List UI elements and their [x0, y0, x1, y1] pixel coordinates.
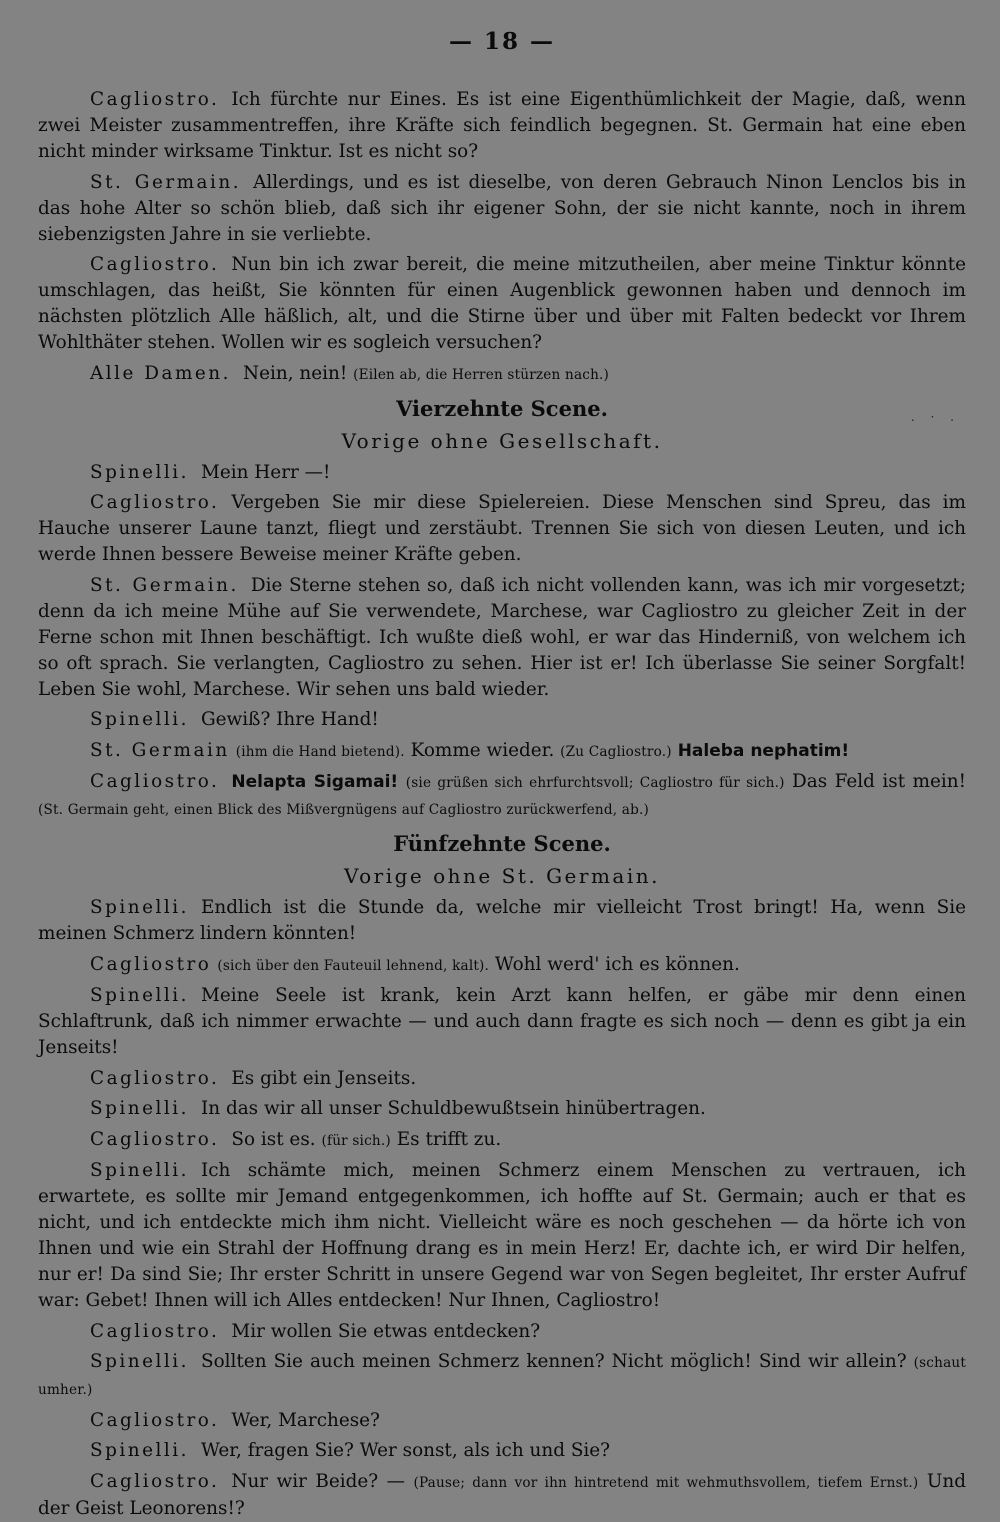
- speaker-name: Cagliostro.: [90, 1409, 220, 1431]
- speech-text: Es trifft zu.: [390, 1128, 502, 1150]
- stage-direction: (für sich.): [321, 1132, 391, 1149]
- speaker-name: Cagliostro.: [90, 1067, 220, 1089]
- speaker-name: Cagliostro.: [90, 492, 220, 513]
- speech-text: Allerdings, und es ist dieselbe, von deren Gebrauch Ninon Lenclos bis in das hohe Alter so schön blieb, daß sich ihr eigener Sohn, der sie nicht kannte, noch in ihrem siebenzigsten Jahre in sie verliebte.: [38, 171, 966, 245]
- speaker-name: Spinelli.: [90, 1160, 189, 1181]
- stage-direction: (sie grüßen sich ehrfurchtsvoll; Cagliostro für sich.): [405, 775, 785, 791]
- speaker-name: Spinelli.: [90, 1351, 189, 1372]
- scene-cast-note: Vorige ohne Gesellschaft.: [341, 428, 663, 453]
- page-body: [38, 87, 966, 1522]
- stage-direction: (sich über den Fauteuil lehnend, kalt).: [217, 957, 490, 974]
- speech-text: Mir wollen Sie etwas entdecken?: [231, 1320, 541, 1342]
- speaker-name: Spinelli.: [90, 709, 189, 730]
- dialogue-paragraph: [38, 87, 966, 165]
- speech-text: Wer, Marchese?: [231, 1409, 380, 1431]
- dialogue-paragraph: [38, 895, 966, 947]
- dialogue-paragraph: [38, 460, 966, 486]
- stage-direction: (Eilen ab, die Herren stürzen nach.): [353, 366, 610, 383]
- speaker-name: Alle Damen.: [90, 362, 231, 384]
- scene-heading: Vierzehnte Scene.: [396, 395, 608, 421]
- speaker-name: St. Germain.: [90, 171, 242, 193]
- dialogue-paragraph: [38, 707, 966, 733]
- incantation-text: Haleba nephatim!: [671, 740, 850, 761]
- speech-text: Meine Seele ist krank, kein Arzt kann helfen, er gäbe mir denn einen Schlaftrunk, daß ich nimmer erwachte — und auch dann fragte es sich noch — denn es gibt ja ein Jenseits!: [38, 985, 966, 1058]
- speaker-name: Spinelli.: [90, 1098, 189, 1119]
- speech-text: Wer, fragen Sie? Wer sonst, als ich und Sie?: [200, 1440, 611, 1461]
- speaker-name: Spinelli.: [90, 897, 189, 918]
- speaker-name: Spinelli.: [90, 985, 189, 1006]
- dialogue-paragraph: [38, 573, 966, 703]
- stage-direction: (schaut umher.): [38, 1355, 966, 1398]
- speaker-name: Cagliostro.: [90, 89, 220, 110]
- dialogue-paragraph: [38, 738, 966, 765]
- speaker-name: Cagliostro.: [90, 771, 220, 792]
- dialogue-paragraph: [38, 1408, 966, 1434]
- dialogue-paragraph: [38, 952, 966, 979]
- speech-text: Wohl werd' ich es können.: [489, 953, 740, 975]
- print-specks: . · .: [910, 410, 960, 424]
- speaker-name: Cagliostro.: [90, 1128, 220, 1150]
- stage-direction: (Pause; dann vor ihn hintretend mit wehmuthsvollem, tiefem Ernst.): [413, 1474, 919, 1491]
- stage-direction: (St. Germain geht, einen Blick des Mißvergnügens auf Cagliostro zurückwerfend, ab.): [38, 802, 650, 818]
- dialogue-paragraph: [38, 1319, 966, 1345]
- speaker-name: Cagliostro: [90, 953, 212, 975]
- speaker-name: Cagliostro.: [90, 1320, 220, 1342]
- speech-text: Vergeben Sie mir diese Spielereien. Diese Menschen sind Spreu, das im Hauche unserer Laune tanzt, fliegt und zerstäubt. Trennen Sie sich von diesen Leuten, und ich werde Ihnen bessere Beweise meiner Kräfte geben.: [38, 492, 966, 565]
- speaker-name: Spinelli.: [90, 1440, 189, 1461]
- incantation-text: Nelapta Sigamai!: [231, 772, 406, 792]
- scene-cast-note: Vorige ohne St. Germain.: [344, 864, 660, 888]
- speech-text: Nur wir Beide? —: [231, 1470, 414, 1492]
- dialogue-paragraph: [38, 1066, 966, 1092]
- speech-text: Nein, nein!: [243, 362, 354, 384]
- speech-text: Und der Geist Leonorens!?: [38, 1470, 966, 1519]
- speech-text: So ist es.: [231, 1128, 322, 1150]
- speech-text: Endlich ist die Stunde da, welche mir vielleicht Trost bringt! Ha, wenn Sie meinen Schmerz lindern könnten!: [38, 897, 966, 944]
- dialogue-paragraph: [38, 252, 966, 356]
- dialogue-paragraph: [38, 361, 966, 388]
- dialogue-paragraph: [38, 1469, 966, 1522]
- speech-text: Ich schämte mich, meinen Schmerz einem Menschen zu vertrauen, ich erwartete, es sollte mir Jemand entgegenkommen, ich hoffte auf St. Germain; auch er that es nicht, und ich entdeckte mich ihm nicht. Vielleicht wäre es noch geschehen — da hörte ich von Ihnen und wie ein Strahl der Hoffnung drang es in mein Herz! Er, dachte ich, er wird Dir helfen, nur er! Da sind Sie; Ihr erster Schritt in unsere Gegend war von Segen begleitet, Ihr erster Aufruf war: Gebet! Ihnen will ich Alles entdecken! Nur Ihnen, Cagliostro!: [38, 1160, 966, 1311]
- scene-heading: Fünfzehnte Scene.: [393, 831, 611, 856]
- speaker-name: Spinelli.: [90, 461, 189, 483]
- page-number: — 18 —: [448, 28, 556, 55]
- dialogue-paragraph: [38, 170, 966, 248]
- speaker-name: St. Germain: [90, 739, 230, 761]
- speech-text: Nun bin ich zwar bereit, die meine mitzutheilen, aber meine Tinktur könnte umschlagen, das heißt, Sie könnten für einen Augenblick gewonnen haben und dennoch im nächsten plötzlich Alle häßlich, alt, und die Stirne über und über mit Falten bedeckt vor Ihrem Wohlthäter stehen. Wollen wir es sogleich versuchen?: [38, 254, 966, 353]
- dialogue-paragraph: [38, 1096, 966, 1122]
- speaker-name: Cagliostro.: [90, 1470, 220, 1492]
- speech-text: Das Feld ist mein!: [784, 771, 966, 792]
- dialogue-paragraph: [38, 1438, 966, 1464]
- dialogue-paragraph: [38, 1127, 966, 1154]
- speech-text: Gewiß? Ihre Hand!: [200, 709, 379, 730]
- speech-text: In das wir all unser Schuldbewußtsein hinübertragen.: [200, 1098, 706, 1119]
- dialogue-paragraph: [38, 983, 966, 1061]
- speaker-name: Cagliostro.: [90, 254, 220, 275]
- speaker-name: St. Germain.: [90, 574, 239, 596]
- stage-direction: (Zu Cagliostro.): [560, 743, 672, 760]
- dialogue-paragraph: [38, 490, 966, 568]
- stage-direction: (ihm die Hand bietend).: [235, 743, 405, 760]
- dialogue-paragraph: [38, 1158, 966, 1314]
- speech-text: Es gibt ein Jenseits.: [231, 1067, 417, 1089]
- dialogue-paragraph: [38, 1349, 966, 1403]
- speech-text: Sollten Sie auch meinen Schmerz kennen? Nicht möglich! Sind wir allein?: [200, 1351, 914, 1372]
- speech-text: Komme wieder.: [404, 739, 561, 761]
- speech-text: Ich fürchte nur Eines. Es ist eine Eigenthümlichkeit der Magie, daß, wenn zwei Meister zusammentreffen, ihre Kräfte sich feindlich begegnen. St. Germain hat eine eben nicht minder wirksame Tinktur. Ist es nicht so?: [38, 89, 966, 162]
- speech-text: Die Sterne stehen so, daß ich nicht vollenden kann, was ich mir vorgesetzt; denn da ich meine Mühe auf Sie verwendete, Marchese, war Cagliostro zu gleicher Zeit in der Ferne schon mit Ihnen beschäftigt. Ich wußte dieß wohl, er war das Hinderniß, von welchem ich so oft sprach. Sie verlangten, Cagliostro zu sehen. Hier ist er! Ich überlasse Sie seiner Sorgfalt! Leben Sie wohl, Marchese. Wir sehen uns bald wieder.: [38, 574, 966, 700]
- speech-text: Mein Herr —!: [200, 461, 331, 483]
- dialogue-paragraph: [38, 769, 966, 823]
